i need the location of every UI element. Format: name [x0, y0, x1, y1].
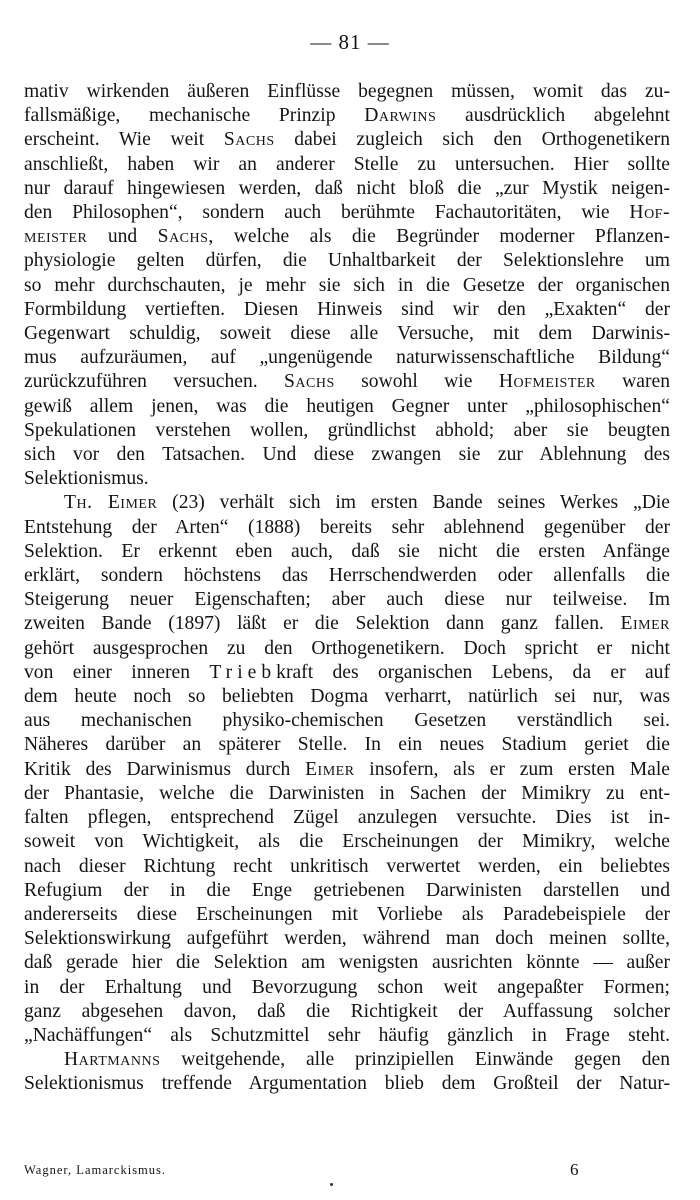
text-line — [24, 201, 670, 225]
text-run: ganz abgesehen davon, daß die Richtigkeit der Auffassung solcher — [24, 1000, 670, 1022]
text-run: Refugium der in die Enge getriebenen Darwinisten darstellen und — [24, 879, 670, 901]
text-line — [24, 758, 670, 782]
text-line — [24, 395, 670, 419]
text-line — [24, 274, 670, 298]
text-run: erscheint. Wie weit — [24, 129, 224, 151]
text-run: ausdrücklich abgelehnt — [436, 105, 670, 127]
author-name: Sachs — [157, 226, 209, 248]
text-run: anschließt, haben wir an anderer Stelle zu untersuchen. Hier sollte — [24, 153, 670, 175]
body-text — [24, 80, 670, 1097]
text-line — [24, 80, 670, 104]
text-run: falten pflegen, entsprechend Zügel anzulegen versuchte. Dies ist in- — [24, 807, 670, 829]
author-name: Sachs — [223, 129, 275, 151]
text-run: in der Erhaltung und Bevorzugung schon weit angepaßter Formen; — [24, 976, 670, 998]
text-line — [24, 153, 670, 177]
text-run: und — [87, 226, 158, 248]
text-run: gewiß allem jenen, was die heutigen Gegner unter „philosophischen“ — [24, 395, 670, 417]
author-name: Th. Eimer — [64, 492, 158, 514]
text-run: gehört ausgesprochen zu den Orthogenetikern. Doch spricht er nicht — [24, 637, 670, 659]
text-run: fallsmäßige, mechanische Prinzip — [24, 105, 365, 127]
text-run: physiologie gelten dürfen, die Unhaltbarkeit der Selektionslehre um — [24, 250, 670, 272]
text-run: Formbildung vertieften. Diesen Hinweis sind wir den „Exakten“ der — [24, 298, 670, 320]
text-run: insofern, als er zum ersten Male — [354, 758, 670, 780]
text-line — [24, 709, 670, 733]
text-run: so mehr durchschauten, je mehr sie sich in die Gesetze der organischen — [24, 274, 670, 296]
text-run: Steigerung neuer Eigenschaften; aber auch diese nur teilweise. Im — [24, 589, 670, 611]
print-speck — [330, 1183, 333, 1186]
text-line — [24, 419, 670, 443]
text-line — [24, 830, 670, 854]
text-run: dabei zugleich sich den Orthogenetikern — [274, 129, 671, 151]
text-run: Selektion. Er erkennt eben auch, daß sie nicht die ersten Anfänge — [24, 540, 670, 562]
text-line — [24, 370, 670, 394]
text-line — [24, 564, 670, 588]
text-run: kraft des organischen Lebens, da er auf — [276, 661, 670, 683]
text-line — [24, 588, 670, 612]
text-run: soweit von Wichtigkeit, als die Erscheinungen der Mimikry, welche — [24, 831, 670, 853]
author-name: Sachs — [284, 371, 335, 393]
text-run: (23) verhält sich im ersten Bande seines Werkes „Die — [157, 492, 670, 514]
text-line — [24, 540, 670, 564]
text-run: mativ wirkenden äußeren Einflüsse begegnen müssen, womit das zu- — [24, 81, 670, 102]
text-run: von einer inneren — [24, 661, 210, 683]
text-run: erklärt, sondern höchstens das Herrschendwerden oder allenfalls die — [24, 565, 670, 587]
text-run: Selektionismus treffende Argumentation blieb dem Großteil der Natur- — [24, 1073, 670, 1095]
text-line — [24, 782, 670, 806]
text-run: daß gerade hier die Selektion am wenigsten ausrichten könnte — außer — [24, 952, 670, 974]
text-line — [24, 128, 670, 152]
text-run: zurückzuführen versuchen. — [24, 371, 285, 393]
text-line — [24, 685, 670, 709]
text-run: aus mechanischen physiko-chemischen Gesetzen verständlich sei. — [24, 710, 670, 732]
text-run: mus aufzuräumen, auf „ungenügende naturwissenschaftliche Bildung“ — [24, 347, 670, 369]
text-line — [24, 879, 670, 903]
text-run: dem heute noch so beliebten Dogma verharrt, natürlich sei nur, was — [24, 686, 670, 708]
text-run: weitgehende, alle prinzipiellen Einwände gegen den — [160, 1049, 670, 1071]
text-run: waren — [595, 371, 671, 393]
text-line — [24, 733, 670, 757]
author-name: Eimer — [620, 613, 670, 635]
author-name: meister — [24, 226, 88, 248]
text-run: zweiten Bande (1897) läßt er die Selektion dann ganz fallen. — [24, 613, 621, 635]
text-line — [24, 661, 670, 685]
text-run: Entstehung der Arten“ (1888) bereits sehr ablehnend gegenüber der — [24, 516, 670, 538]
text-run: Spekulationen verstehen wollen, gründlichst abhold; aber sie beugten — [24, 419, 670, 441]
author-name: Hofmeister — [498, 371, 596, 393]
text-line — [24, 225, 670, 249]
text-line — [24, 1072, 670, 1096]
text-line — [24, 491, 670, 515]
text-run: Selektionswirkung aufgeführt werden, während man doch meinen sollte, — [24, 928, 670, 950]
text-run: Kritik des Darwinismus durch — [24, 758, 306, 780]
sheet-number: 6 — [570, 1160, 579, 1179]
text-line — [24, 951, 670, 975]
text-run: andererseits diese Erscheinungen mit Vorliebe als Paradebeispiele der — [24, 903, 670, 925]
text-line — [24, 467, 670, 491]
text-line — [24, 322, 670, 346]
text-run: Näheres darüber an späterer Stelle. In ein neues Stadium geriet die — [24, 734, 670, 756]
text-line — [24, 177, 670, 201]
author-name: Hartmanns — [64, 1049, 161, 1071]
emphasized-word: Trieb — [209, 661, 277, 683]
text-run: sowohl wie — [334, 371, 499, 393]
text-run: nach dieser Richtung recht unkritisch verwertet werden, ein beliebtes — [24, 855, 670, 877]
author-name: Darwins — [364, 105, 437, 127]
text-line — [24, 1000, 670, 1024]
text-line — [24, 637, 670, 661]
text-run: , welche als die Begründer moderner Pflanzen- — [208, 226, 671, 248]
text-line — [24, 976, 670, 1000]
text-line — [24, 806, 670, 830]
text-line — [24, 612, 670, 636]
text-line — [24, 1048, 670, 1072]
text-line — [24, 104, 670, 128]
text-line — [24, 443, 670, 467]
text-line — [24, 903, 670, 927]
text-run: Gegenwart schuldig, soweit diese alle Versuche, mit dem Darwinis- — [24, 323, 670, 345]
text-run: der Phantasie, welche die Darwinisten in Sachen der Mimikry zu ent- — [24, 782, 670, 804]
text-line — [24, 516, 670, 540]
text-line — [24, 927, 670, 951]
text-line — [24, 298, 670, 322]
text-run: „Nachäffungen“ als Schutzmittel sehr häufig gänzlich in Frage steht. — [24, 1024, 670, 1046]
author-name: Eimer — [305, 758, 355, 780]
footer-signature: Wagner, Lamarckismus. — [24, 1163, 167, 1177]
text-line — [24, 249, 670, 273]
text-run: Selektionismus. — [24, 468, 149, 490]
text-line — [24, 346, 670, 370]
text-run: den Philosophen“, sondern auch berühmte Fachautoritäten, wie — [24, 202, 630, 224]
page-number: — 81 — — [310, 30, 390, 54]
text-run: nur darauf hingewiesen werden, daß nicht bloß die „zur Mystik neigen- — [24, 177, 670, 199]
author-name: Hof- — [629, 202, 670, 224]
text-run: sich vor den Tatsachen. Und diese zwangen sie zur Ablehnung des — [24, 444, 670, 466]
text-line — [24, 1024, 670, 1048]
text-line — [24, 855, 670, 879]
